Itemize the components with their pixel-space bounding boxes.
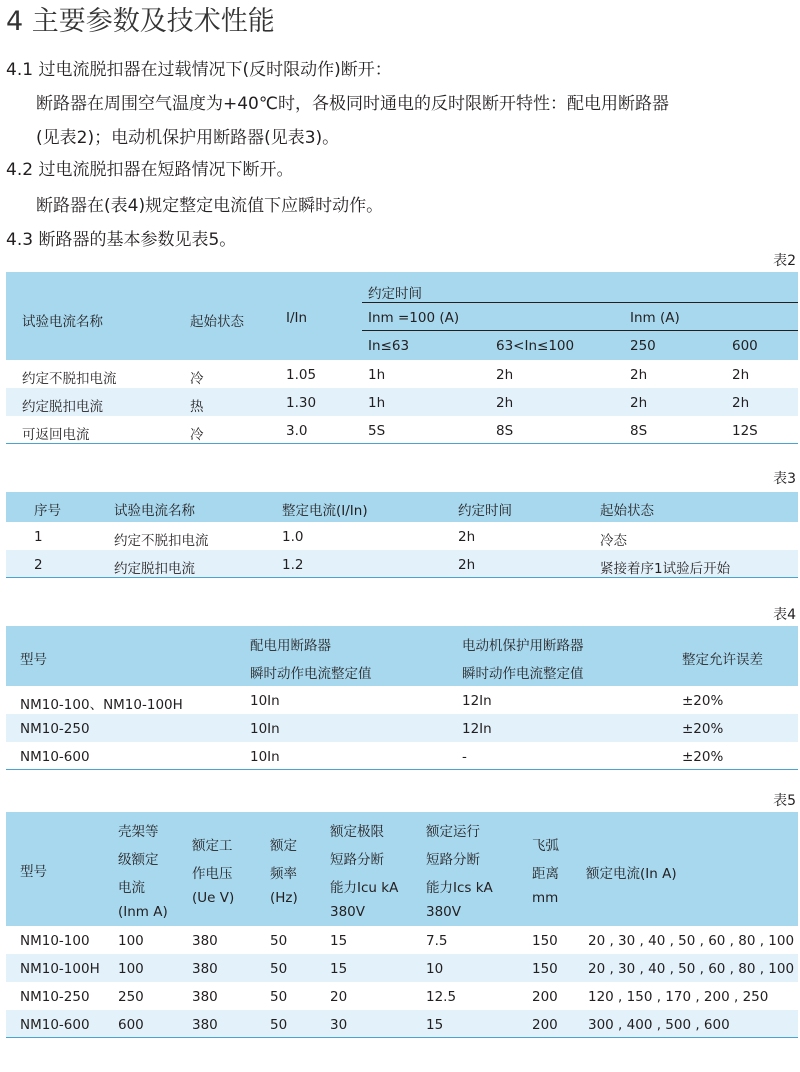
table2-header-name: 试验电流名称	[22, 314, 103, 330]
table2-cell-c1: 5S	[368, 423, 386, 439]
table5-cell-ics: 15	[426, 1017, 444, 1033]
table-row	[6, 686, 798, 714]
table5-header-voltage-2: 作电压	[192, 866, 233, 882]
table4-header-motor-line1: 电动机保护用断路器	[462, 638, 584, 654]
table5-cell-ics: 12.5	[426, 989, 457, 1005]
table2-cell-c2: 2h	[496, 395, 514, 411]
table2-header-time: 约定时间	[368, 286, 422, 302]
table2-header-c1: In≤63	[368, 338, 410, 354]
table5-cell-icu: 20	[330, 989, 348, 1005]
table4	[6, 626, 798, 770]
table5-header-ics-1: 额定运行	[426, 824, 480, 840]
table4-caption: 表4	[773, 607, 796, 623]
table5-header-model: 型号	[20, 864, 47, 880]
table5-cell-arc: 200	[532, 1017, 558, 1033]
table2-header-inm: Inm (A)	[630, 310, 680, 326]
table2-cell-ratio: 1.30	[286, 395, 317, 411]
paragraph-4-2-line1: 断路器在(表4)规定整定电流值下应瞬时动作。	[36, 196, 384, 216]
table5-header-arc-2: 距离	[532, 866, 559, 882]
table5-cell-frame: 100	[118, 961, 144, 977]
table-row	[6, 982, 798, 1010]
table3-header	[6, 492, 798, 522]
table5-cell-frame: 250	[118, 989, 144, 1005]
table3-header-name: 试验电流名称	[114, 503, 195, 519]
table-row	[6, 360, 798, 388]
table2-cell-state: 冷	[190, 427, 204, 443]
table5-header-frame-1: 壳架等	[118, 824, 159, 840]
table5-header-icu-3: 能力Icu kA	[330, 880, 399, 896]
table3-cell-setting: 1.2	[282, 557, 304, 573]
table3-cell-setting: 1.0	[282, 529, 304, 545]
table2-cell-c3: 8S	[630, 423, 648, 439]
table-row	[6, 388, 798, 416]
table4-cell-tolerance: ±20%	[682, 749, 724, 765]
table5-cell-voltage: 380	[192, 961, 218, 977]
table5-header-frame-3: 电流	[118, 880, 145, 896]
table4-cell-tolerance: ±20%	[682, 693, 724, 709]
table2-caption: 表2	[773, 253, 796, 269]
paragraph-4-3-title: 4.3 断路器的基本参数见表5。	[6, 230, 237, 250]
table5-caption: 表5	[773, 793, 796, 809]
table5-cell-ics: 10	[426, 961, 444, 977]
table4-header-model: 型号	[20, 652, 47, 668]
table-row	[6, 926, 798, 954]
table3-cell-name: 约定脱扣电流	[114, 561, 195, 577]
table5-header	[6, 812, 798, 926]
table3-cell-no: 1	[34, 529, 43, 545]
table5-cell-frame: 100	[118, 933, 144, 949]
table2-cell-c4: 12S	[732, 423, 758, 439]
table3-cell-no: 2	[34, 557, 43, 573]
table2-cell-ratio: 1.05	[286, 367, 317, 383]
table3-cell-name: 约定不脱扣电流	[114, 533, 209, 549]
table5-cell-arc: 200	[532, 989, 558, 1005]
table2	[6, 272, 798, 444]
table4-header-tolerance: 整定允许误差	[682, 652, 763, 668]
table-row	[6, 1010, 798, 1038]
table5-cell-voltage: 380	[192, 933, 218, 949]
table2-header-ratio: I/In	[286, 310, 308, 326]
paragraph-4-1-title: 4.1 过电流脱扣器在过载情况下(反时限动作)断开：	[6, 60, 392, 80]
table3-header-state: 起始状态	[600, 503, 654, 519]
table2-cell-c4: 2h	[732, 367, 750, 383]
table5-cell-model: NM10-100H	[20, 961, 100, 977]
table5-cell-model: NM10-600	[20, 1017, 90, 1033]
table-row	[6, 714, 798, 742]
table4-cell-model: NM10-250	[20, 721, 90, 737]
table5-header-ics-4: 380V	[426, 904, 462, 920]
table4-cell-motor: 12In	[462, 693, 492, 709]
table5-header-icu-4: 380V	[330, 904, 366, 920]
table3	[6, 492, 798, 578]
table2-cell-c1: 1h	[368, 367, 386, 383]
table4-header	[6, 626, 798, 686]
table4-cell-motor: -	[462, 749, 467, 765]
table5	[6, 812, 798, 1038]
table2-header-c3: 250	[630, 338, 656, 354]
table2-cell-c1: 1h	[368, 395, 386, 411]
table5-cell-frame: 600	[118, 1017, 144, 1033]
table3-cell-state: 紧接着序1试验后开始	[600, 561, 731, 577]
table4-header-motor-line2: 瞬时动作电流整定值	[462, 666, 584, 682]
table5-header-ics-3: 能力Ics kA	[426, 880, 493, 896]
table5-header-arc-3: mm	[532, 890, 559, 906]
table4-cell-model: NM10-600	[20, 749, 90, 765]
table-row	[6, 522, 798, 550]
table5-cell-freq: 50	[270, 933, 288, 949]
paragraph-4-1-line2: (见表2)；电动机保护用断路器(见表3)。	[36, 128, 340, 148]
table5-header-freq-2: 频率	[270, 866, 297, 882]
table5-header-icu-1: 额定极限	[330, 824, 384, 840]
table2-cell-name: 约定脱扣电流	[22, 399, 103, 415]
table5-header-freq-3: (Hz)	[270, 890, 298, 906]
table5-cell-voltage: 380	[192, 989, 218, 1005]
paragraph-4-2-title: 4.2 过电流脱扣器在短路情况下断开。	[6, 160, 294, 180]
table2-cell-c2: 2h	[496, 367, 514, 383]
table4-cell-dist: 10In	[250, 749, 280, 765]
table4-header-dist-line2: 瞬时动作电流整定值	[250, 666, 372, 682]
table5-cell-model: NM10-250	[20, 989, 90, 1005]
table2-cell-c2: 8S	[496, 423, 514, 439]
table5-header-voltage-1: 额定工	[192, 838, 233, 854]
table2-cell-c3: 2h	[630, 367, 648, 383]
table4-cell-motor: 12In	[462, 721, 492, 737]
table2-header	[6, 272, 798, 360]
table5-cell-arc: 150	[532, 933, 558, 949]
table2-cell-name: 约定不脱扣电流	[22, 371, 117, 387]
section-heading: 4 主要参数及技术性能	[6, 6, 275, 37]
table2-header-inm100: Inm =100 (A)	[368, 310, 460, 326]
table2-cell-state: 冷	[190, 371, 204, 387]
table5-header-freq-1: 额定	[270, 838, 297, 854]
table3-cell-time: 2h	[458, 557, 476, 573]
table5-cell-arc: 150	[532, 961, 558, 977]
table5-cell-freq: 50	[270, 961, 288, 977]
table2-cell-ratio: 3.0	[286, 423, 308, 439]
table5-cell-freq: 50	[270, 1017, 288, 1033]
table5-header-ics-2: 短路分断	[426, 852, 480, 868]
table-row	[6, 416, 798, 444]
table2-cell-c4: 2h	[732, 395, 750, 411]
table3-cell-time: 2h	[458, 529, 476, 545]
table-row	[6, 742, 798, 770]
table2-header-state: 起始状态	[190, 314, 244, 330]
table3-caption: 表3	[773, 471, 796, 487]
table5-cell-icu: 15	[330, 933, 348, 949]
table5-header-voltage-3: (Ue V)	[192, 890, 235, 906]
table2-header-c4: 600	[732, 338, 758, 354]
table4-cell-tolerance: ±20%	[682, 721, 724, 737]
table3-cell-state: 冷态	[600, 533, 627, 549]
table5-cell-current: 300 , 400 , 500 , 600	[588, 1017, 730, 1033]
table3-header-time: 约定时间	[458, 503, 512, 519]
table3-header-no: 序号	[34, 503, 61, 519]
table5-cell-freq: 50	[270, 989, 288, 1005]
table5-header-arc-1: 飞弧	[532, 838, 559, 854]
table5-header-icu-2: 短路分断	[330, 852, 384, 868]
table4-cell-dist: 10In	[250, 693, 280, 709]
table4-cell-model: NM10-100、NM10-100H	[20, 697, 183, 713]
paragraph-4-1-line1: 断路器在周围空气温度为+40℃时，各极同时通电的反时限断开特性：配电用断路器	[36, 94, 669, 114]
table5-cell-icu: 15	[330, 961, 348, 977]
table2-cell-name: 可返回电流	[22, 427, 90, 443]
table5-cell-current: 120 , 150 , 170 , 200 , 250	[588, 989, 769, 1005]
table5-cell-ics: 7.5	[426, 933, 448, 949]
table2-header-c2: 63<In≤100	[496, 338, 575, 354]
table4-cell-dist: 10In	[250, 721, 280, 737]
table5-cell-current: 20 , 30 , 40 , 50 , 60 , 80 , 100	[588, 961, 795, 977]
table5-cell-current: 20 , 30 , 40 , 50 , 60 , 80 , 100	[588, 933, 795, 949]
table4-header-dist-line1: 配电用断路器	[250, 638, 331, 654]
table2-cell-state: 热	[190, 399, 204, 415]
table5-cell-voltage: 380	[192, 1017, 218, 1033]
table5-header-frame-4: (Inm A)	[118, 904, 168, 920]
table-row	[6, 550, 798, 578]
table2-cell-c3: 2h	[630, 395, 648, 411]
table5-cell-model: NM10-100	[20, 933, 90, 949]
table-row	[6, 954, 798, 982]
table5-header-current: 额定电流(In A)	[586, 866, 677, 882]
table5-cell-icu: 30	[330, 1017, 348, 1033]
table3-header-setting: 整定电流(I/In)	[282, 503, 368, 519]
table5-header-frame-2: 级额定	[118, 852, 159, 868]
